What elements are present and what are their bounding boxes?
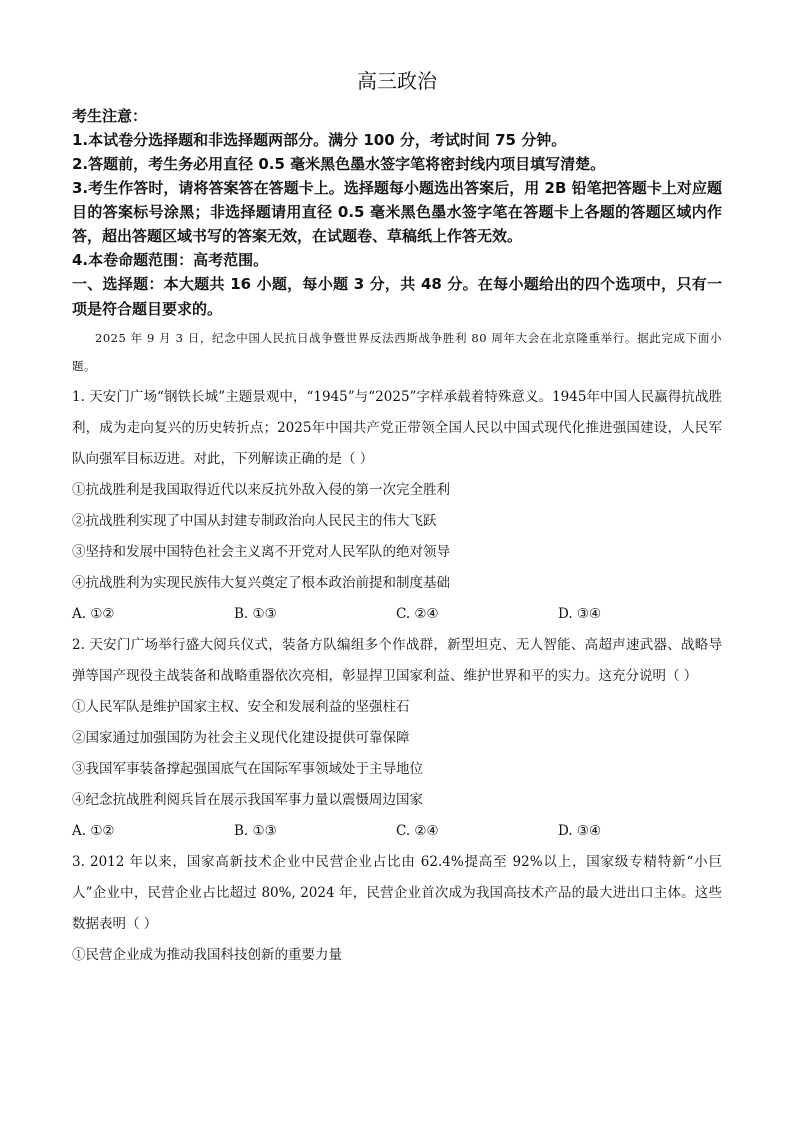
- exam-page: [72, 66, 722, 971]
- statement-option: ①人民军队是维护国家主权、安全和发展利益的坚强柱石: [72, 699, 410, 715]
- choice-b: B. ①③: [234, 823, 277, 839]
- answer-choices: [72, 816, 722, 847]
- question-1: [72, 382, 722, 630]
- exam-notice: [72, 104, 722, 272]
- question-stem: 1. 天安门广场“钢铁长城”主题景观中，“1945”与“2025”字样承载着特殊意义。1945年中国人民赢得抗战胜利，成为走向复兴的历史转折点；2025年中国共产党正带领全国人民以中国式现代化推进强国建设，人民军队向强军目标迈进。对此，下列解读正确的是（ ）: [72, 389, 722, 467]
- choice-c: C. ②④: [396, 823, 439, 839]
- notice-item-2: 2.答题前，考生务必用直径 0.5 毫米黑色墨水签字笔将密封线内项目填写清楚。: [72, 155, 606, 173]
- section-one-heading: 一、选择题：本大题共 16 小题，每小题 3 分，共 48 分。在每小题给出的四个选项中，只有一项是符合题目要求的。: [72, 275, 722, 318]
- statement-option: ④抗战胜利为实现民族伟大复兴奠定了根本政治前提和制度基础: [72, 575, 450, 591]
- statement-option: ②抗战胜利实现了中国从封建专制政治向人民民主的伟大飞跃: [72, 513, 437, 529]
- answer-choices: [72, 599, 722, 630]
- material-intro: 2025 年 9 月 3 日，纪念中国人民抗日战争暨世界反法西斯战争胜利 80 周年大会在北京隆重举行。据此完成下面小题。: [72, 331, 722, 373]
- choice-d: D. ③④: [558, 606, 602, 622]
- notice-item-4: 4.本卷命题范围：高考范围。: [72, 251, 269, 269]
- choice-c: C. ②④: [396, 606, 439, 622]
- question-3: [72, 847, 722, 971]
- notice-item-3: 3.考生作答时，请将答案答在答题卡上。选择题每小题选出答案后，用 2B 铅笔把答题卡上对应题目的答案标号涂黑；非选择题请用直径 0.5 毫米黑色墨水签字笔在答题卡上各题的答题区域内作答，超出答题区域书写的答案无效，在试题卷、草稿纸上作答无效。: [72, 179, 722, 245]
- statement-option: ①抗战胜利是我国取得近代以来反抗外敌入侵的第一次完全胜利: [72, 482, 450, 498]
- choice-a: A. ①②: [72, 606, 115, 622]
- statement-option: ③坚持和发展中国特色社会主义离不开党对人民军队的绝对领导: [72, 544, 450, 560]
- choice-b: B. ①③: [234, 606, 277, 622]
- statement-option: ①民营企业成为推动我国科技创新的重要力量: [72, 947, 342, 963]
- statement-option: ③我国军事装备撑起强国底气在国际军事领域处于主导地位: [72, 761, 423, 777]
- choice-a: A. ①②: [72, 823, 115, 839]
- statement-option: ④纪念抗战胜利阅兵旨在展示我国军事力量以震慑周边国家: [72, 792, 423, 808]
- question-stem: 3. 2012 年以来，国家高新技术企业中民营企业占比由 62.4%提高至 92%以上，国家级专精特新“小巨人”企业中，民营企业占比超过 80%, 2024 年，民营企业首次成为我国高技术产品的最大进出口主体。这些数据表明（ ）: [72, 854, 722, 932]
- page-title: 高三政治: [357, 69, 437, 93]
- choice-d: D. ③④: [558, 823, 602, 839]
- notice-heading: 考生注意：: [72, 107, 148, 125]
- question-stem: 2. 天安门广场举行盛大阅兵仪式，装备方队编组多个作战群，新型坦克、无人智能、高超声速武器、战略导弹等国产现役主战装备和战略重器依次亮相，彰显捍卫国家利益、维护世界和平的实力。这充分说明（ ）: [72, 637, 722, 684]
- question-2: [72, 630, 722, 847]
- notice-item-1: 1.本试卷分选择题和非选择题两部分。满分 100 分，考试时间 75 分钟。: [72, 131, 567, 149]
- statement-option: ②国家通过加强国防为社会主义现代化建设提供可靠保障: [72, 730, 410, 746]
